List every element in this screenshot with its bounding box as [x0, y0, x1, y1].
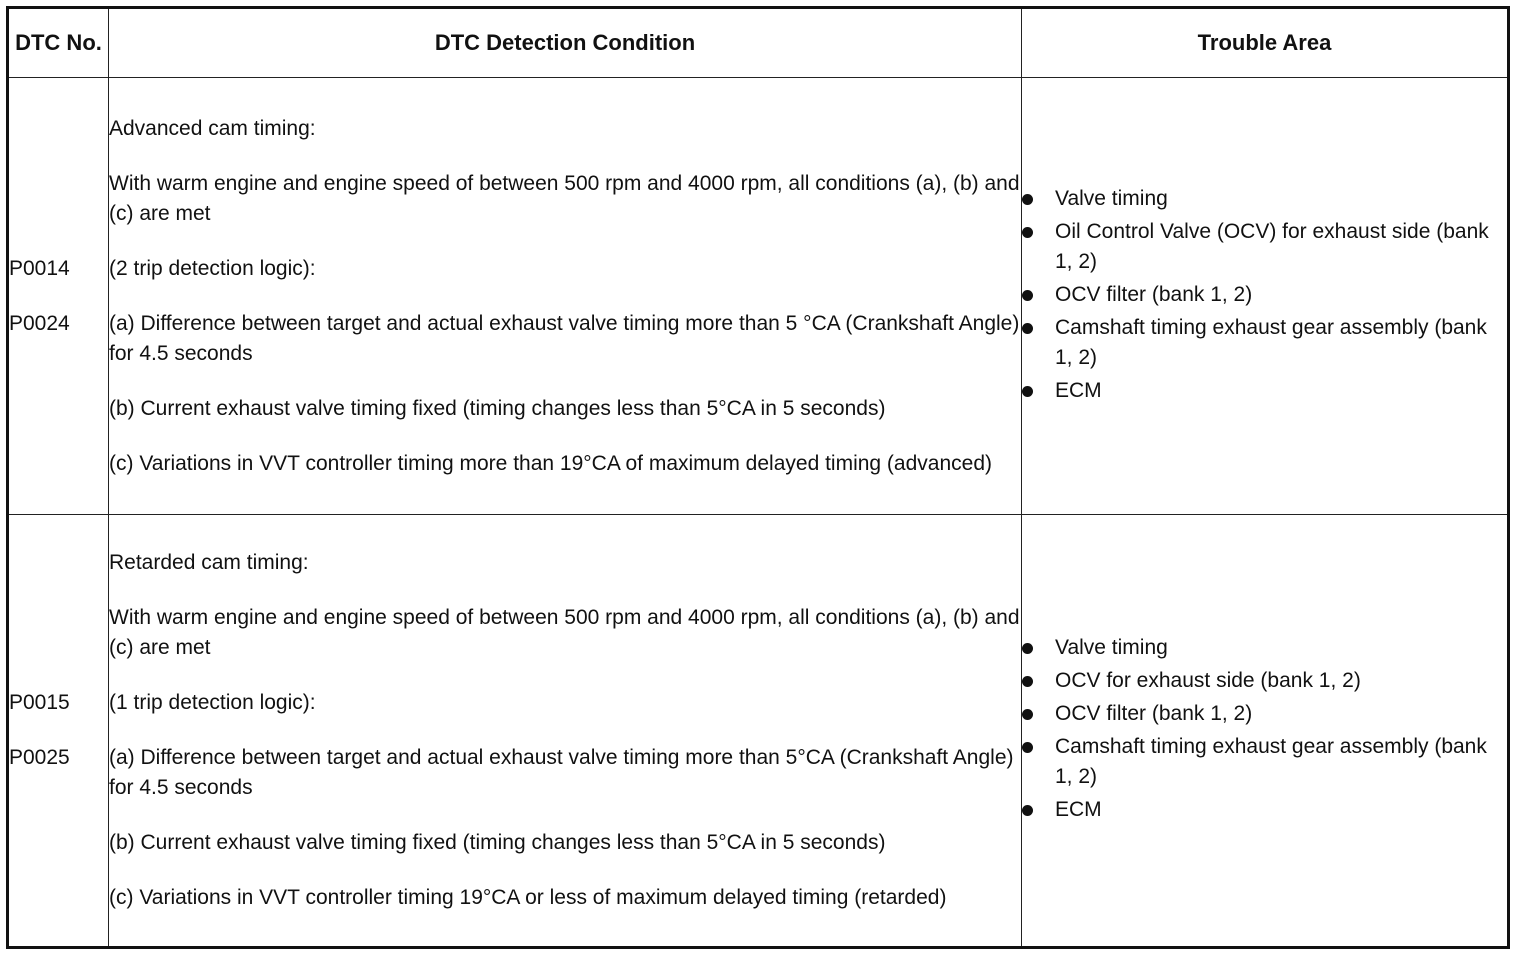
trouble-area-cell [1022, 78, 1509, 515]
list-item-label: Oil Control Valve (OCV) for exhaust side (bank 1, 2) [1055, 219, 1489, 273]
list-item-label: ECM [1055, 378, 1102, 402]
bullet-icon [1022, 676, 1033, 687]
dtc-code: P0014 [9, 256, 70, 280]
condition-logic: (1 trip detection logic): [109, 691, 316, 714]
bullet-icon [1022, 227, 1033, 238]
bullet-icon [1022, 323, 1033, 334]
bullet-icon [1022, 194, 1033, 205]
list-item-label: Valve timing [1055, 636, 1168, 659]
dtc-code-cell [8, 515, 109, 948]
list-item [1022, 699, 1507, 729]
trouble-area-list [1022, 184, 1507, 406]
list-item-label: Valve timing [1055, 186, 1168, 210]
condition-a: (a) Difference between target and actual exhaust valve timing more than 5 °CA (Crankshaft Angle) for 4.5 seconds [109, 311, 1020, 365]
header-dtc-no: DTC No. [8, 8, 109, 78]
list-item [1022, 280, 1507, 310]
table-row [8, 78, 1509, 515]
list-item [1022, 795, 1507, 825]
list-item [1022, 376, 1507, 406]
list-item-label: Camshaft timing exhaust gear assembly (bank 1, 2) [1055, 735, 1487, 788]
dtc-code: P0015 [9, 691, 70, 714]
dtc-code-cell [8, 78, 109, 515]
list-item [1022, 666, 1507, 696]
condition-b: (b) Current exhaust valve timing fixed (timing changes less than 5°CA in 5 seconds) [109, 396, 886, 420]
list-item [1022, 732, 1507, 792]
list-item-label: OCV filter (bank 1, 2) [1055, 282, 1253, 306]
condition-c: (c) Variations in VVT controller timing more than 19°CA of maximum delayed timing (advanced) [109, 451, 992, 475]
dtc-code: P0025 [9, 746, 70, 769]
bullet-icon [1022, 643, 1033, 654]
detection-condition-cell [109, 78, 1022, 515]
bullet-icon [1022, 290, 1033, 301]
bullet-icon [1022, 805, 1033, 816]
dtc-code: P0024 [9, 311, 70, 335]
table-header-row [8, 8, 1509, 78]
list-item-label: OCV filter (bank 1, 2) [1055, 702, 1253, 725]
list-item-label: OCV for exhaust side (bank 1, 2) [1055, 669, 1361, 692]
bullet-icon [1022, 709, 1033, 720]
condition-logic: (2 trip detection logic): [109, 256, 316, 280]
bullet-icon [1022, 742, 1033, 753]
list-item-label: ECM [1055, 798, 1102, 821]
header-detection-condition: DTC Detection Condition [109, 8, 1022, 78]
list-item-label: Camshaft timing exhaust gear assembly (bank 1, 2) [1055, 315, 1487, 369]
condition-c: (c) Variations in VVT controller timing 19°CA or less of maximum delayed timing (retarded) [109, 886, 947, 909]
list-item [1022, 217, 1507, 277]
condition-heading: Retarded cam timing: [109, 551, 309, 574]
trouble-area-list [1022, 633, 1507, 825]
list-item [1022, 184, 1507, 214]
list-item [1022, 313, 1507, 373]
trouble-area-cell [1022, 515, 1509, 948]
bullet-icon [1022, 386, 1033, 397]
condition-heading: Advanced cam timing: [109, 116, 316, 140]
condition-b: (b) Current exhaust valve timing fixed (timing changes less than 5°CA in 5 seconds) [109, 831, 886, 854]
header-trouble-area: Trouble Area [1022, 8, 1509, 78]
dtc-table [6, 6, 1510, 949]
table-row [8, 515, 1509, 948]
condition-text: With warm engine and engine speed of between 500 rpm and 4000 rpm, all conditions (a), (b) and (c) are met [109, 171, 1020, 225]
detection-condition-cell [109, 515, 1022, 948]
list-item [1022, 633, 1507, 663]
condition-a: (a) Difference between target and actual exhaust valve timing more than 5°CA (Crankshaft Angle) for 4.5 seconds [109, 746, 1014, 799]
condition-text: With warm engine and engine speed of between 500 rpm and 4000 rpm, all conditions (a), (b) and (c) are met [109, 606, 1020, 659]
